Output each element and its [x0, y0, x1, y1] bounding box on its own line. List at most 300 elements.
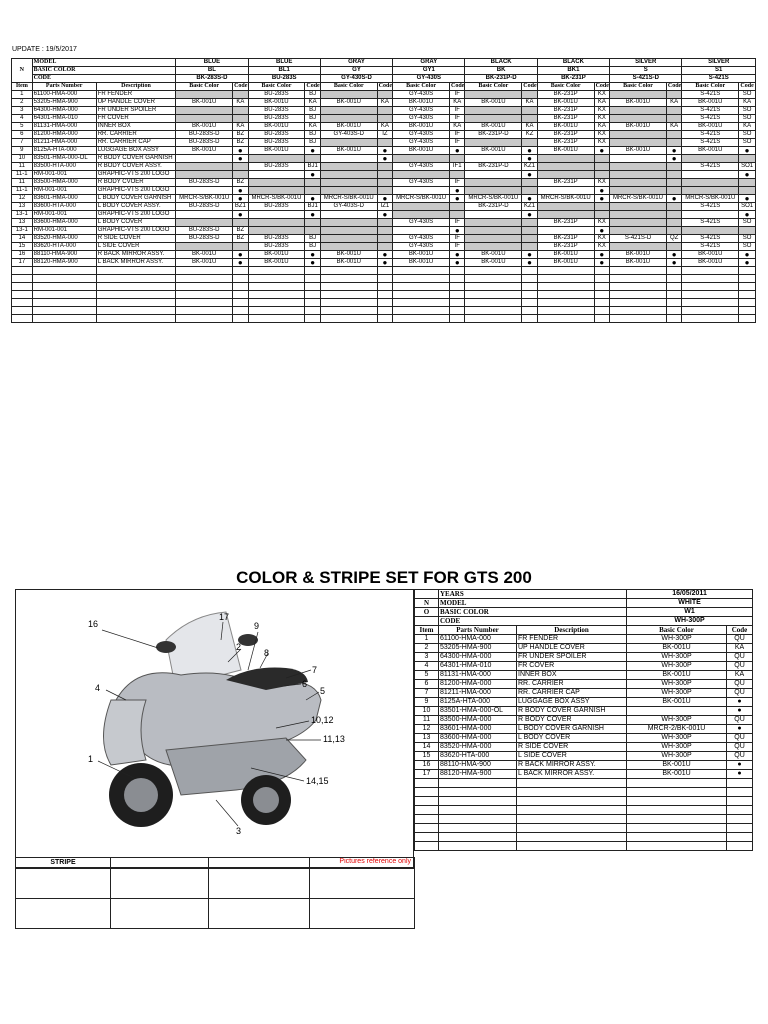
empty-cell	[627, 797, 727, 806]
empty-cell	[727, 788, 753, 797]
empty-cell	[522, 291, 537, 299]
empty-cell	[522, 267, 537, 275]
part-number: RM-001-001	[32, 211, 96, 219]
empty-row	[12, 299, 756, 307]
empty-cell	[439, 815, 517, 824]
table-row	[12, 123, 756, 131]
basic-color-cell: S-421S	[682, 115, 739, 123]
basic-color-cell: GY-430S	[393, 235, 450, 243]
basic-color-cell: BK-001U	[393, 251, 450, 259]
code-cell: IF	[449, 107, 465, 115]
code-cell: SO1	[739, 203, 756, 211]
empty-cell	[610, 315, 667, 323]
basic-color-cell	[610, 91, 667, 99]
basic-color-cell	[465, 179, 522, 187]
item-number: 15	[12, 243, 33, 251]
description: LUGGAGE BOX ASSY	[96, 147, 176, 155]
header-value: 16/05/2011	[627, 590, 753, 599]
empty-cell	[739, 315, 756, 323]
part-number: 81200-HMA-000	[32, 131, 96, 139]
code-cell	[305, 219, 320, 227]
empty-row	[12, 307, 756, 315]
empty-row	[415, 842, 753, 851]
part-number: 61100-HMA-000	[439, 635, 517, 644]
description: R BODY CVOER	[96, 179, 176, 187]
basic-color-cell	[537, 187, 594, 195]
empty-cell	[393, 291, 450, 299]
code-cell: ●	[449, 195, 465, 203]
part-number: 81200-HMA-000	[439, 680, 517, 689]
basic-color-cell	[248, 219, 305, 227]
code-cell	[522, 227, 537, 235]
update-date: UPDATE : 19/5/2017	[12, 46, 77, 53]
part-number: 81131-HMA-000	[439, 671, 517, 680]
table-row	[12, 107, 756, 115]
model-code: S-421S-D	[610, 75, 682, 83]
basic-color-cell	[537, 227, 594, 235]
code-cell: ●	[233, 195, 248, 203]
code-cell: QU	[727, 653, 753, 662]
empty-cell	[465, 291, 522, 299]
empty-cell	[320, 275, 377, 283]
basic-color-cell: BK-001U	[465, 251, 522, 259]
callout-8: 8	[264, 648, 270, 658]
basic-color-cell	[320, 139, 377, 147]
empty-row	[12, 291, 756, 299]
code-cell	[377, 179, 393, 187]
stripe-label: STRIPE	[16, 858, 111, 869]
model-basic: BL1	[248, 67, 320, 75]
item-number: 6	[12, 131, 33, 139]
basic-color-header: Basic Color	[627, 626, 727, 635]
code-cell: ●	[233, 155, 248, 163]
description: L BODY COVER GARNISH	[517, 725, 627, 734]
basic-color-cell	[610, 179, 667, 187]
basic-color-cell: BK-001U	[320, 251, 377, 259]
basic-color-cell: BK-001U	[176, 251, 233, 259]
table-row	[12, 91, 756, 99]
code-cell: ●	[377, 259, 393, 267]
item-header: Item	[12, 83, 33, 91]
basic-color-cell: BU-283S-D	[176, 235, 233, 243]
no-label: O	[415, 608, 439, 617]
part-number: 81131-HMA-000	[32, 123, 96, 131]
description: FR FENDER	[96, 91, 176, 99]
page-title: COLOR & STRIPE SET FOR GTS 200	[236, 568, 532, 587]
basic-color-cell: MRCR-S/BK-001U	[248, 195, 305, 203]
item-number: 14	[12, 235, 33, 243]
basic-color-cell: BK-001U	[176, 123, 233, 131]
basic-color-cell: BK-231P	[537, 235, 594, 243]
callout-17: 17	[219, 612, 230, 622]
basic-color-cell: BU-283S	[248, 131, 305, 139]
empty-cell	[594, 275, 609, 283]
basic-color-cell: BU-283S-D	[176, 139, 233, 147]
description: L BODY COVER	[517, 734, 627, 743]
part-number: 83600-HTA-000	[32, 203, 96, 211]
table-row	[415, 653, 753, 662]
basic-color-cell: GY-430S	[393, 139, 450, 147]
code-cell: KX	[594, 107, 609, 115]
code-cell: ●	[233, 147, 248, 155]
empty-row	[12, 267, 756, 275]
code-cell: ●	[522, 155, 537, 163]
code-cell: ●	[522, 251, 537, 259]
empty-cell	[610, 267, 667, 275]
empty-cell	[610, 283, 667, 291]
item-number: 1	[12, 91, 33, 99]
description: UP HANDLE COVER	[96, 99, 176, 107]
code-cell: IF	[449, 139, 465, 147]
empty-cell	[666, 267, 682, 275]
empty-cell	[393, 315, 450, 323]
code-cell: KA	[666, 99, 682, 107]
basic-color-cell	[610, 171, 667, 179]
empty-cell	[96, 275, 176, 283]
item-number: 11	[12, 179, 33, 187]
code-cell: ●	[449, 147, 465, 155]
code-cell	[305, 155, 320, 163]
model-code: GY-430S-D	[320, 75, 392, 83]
scooter-illustration	[16, 590, 415, 869]
empty-row	[415, 806, 753, 815]
basic-color-cell	[320, 219, 377, 227]
empty-cell	[517, 797, 627, 806]
part-number: 88120-HMA-900	[32, 259, 96, 267]
code-cell: QU	[727, 689, 753, 698]
basic-color-cell: BK-001U	[320, 99, 377, 107]
description: R BODY COVER GARNISH	[517, 707, 627, 716]
code-cell	[377, 91, 393, 99]
basic-color-cell: S-421S-D	[610, 235, 667, 243]
empty-cell	[727, 815, 753, 824]
table-row	[12, 155, 756, 163]
code-cell: ●	[666, 147, 682, 155]
code-cell	[522, 243, 537, 251]
table-row	[415, 707, 753, 716]
item-number: 3	[415, 653, 439, 662]
empty-cell	[537, 299, 594, 307]
empty-cell	[449, 275, 465, 283]
code-header: Code	[306, 83, 320, 89]
empty-cell	[739, 275, 756, 283]
code-cell	[666, 179, 682, 187]
basic-color-cell	[610, 115, 667, 123]
callout-2: 2	[236, 642, 242, 652]
code-cell: ●	[305, 251, 320, 259]
basic-color-cell	[176, 187, 233, 195]
empty-cell	[537, 291, 594, 299]
part-number: 8125A-HTA-000	[32, 147, 96, 155]
item-number: 3	[12, 107, 33, 115]
code-cell: KA	[377, 99, 393, 107]
code-cell	[233, 115, 248, 123]
table-row	[415, 743, 753, 752]
basic-color-header: Basic Color	[537, 83, 594, 91]
description: INNER BOX	[517, 671, 627, 680]
basic-color-cell: BK-231P	[537, 139, 594, 147]
part-number: 88110-HMA-900	[439, 761, 517, 770]
empty-cell	[415, 824, 439, 833]
item-number: 4	[12, 115, 33, 123]
empty-cell	[465, 283, 522, 291]
basic-color-cell: BK-231P	[537, 91, 594, 99]
empty-cell	[594, 283, 609, 291]
basic-color-cell: BU-283S-D	[176, 203, 233, 211]
code-cell: ●	[522, 259, 537, 267]
empty-cell	[727, 806, 753, 815]
callout-1: 1	[88, 754, 94, 764]
part-number: 64300-HMA-000	[32, 107, 96, 115]
code-cell: ●	[739, 147, 756, 155]
basic-color-cell	[682, 155, 739, 163]
basic-color-cell	[176, 243, 233, 251]
code-cell: SO	[739, 243, 756, 251]
description: RR. CARRIER CAP	[517, 689, 627, 698]
basic-color-cell	[320, 171, 377, 179]
model-model: GRAY	[320, 59, 392, 67]
basic-color-cell	[320, 155, 377, 163]
code-cell: ●	[727, 725, 753, 734]
part-number: 83501-HMA-000-OL	[32, 155, 96, 163]
code-cell: KX	[594, 131, 609, 139]
code-cell: ●	[727, 707, 753, 716]
empty-cell	[393, 299, 450, 307]
code-cell	[233, 243, 248, 251]
empty-cell	[449, 307, 465, 315]
empty-cell	[739, 291, 756, 299]
basic-color-cell	[610, 227, 667, 235]
empty-cell	[377, 307, 393, 315]
table-row	[415, 716, 753, 725]
code-cell: SO	[739, 115, 756, 123]
empty-cell	[627, 788, 727, 797]
part-header: Parts Number	[439, 626, 517, 635]
basic-color-cell: BK-001U	[682, 147, 739, 155]
basic-color-cell: BK-001U	[537, 147, 594, 155]
code-cell: SO	[739, 131, 756, 139]
item-number: 10	[415, 707, 439, 716]
code-cell	[377, 163, 393, 171]
empty-cell	[233, 275, 248, 283]
table-row	[12, 259, 756, 267]
code-cell: KX	[594, 179, 609, 187]
basic-color-cell: BU-283S-D	[176, 227, 233, 235]
header-row	[415, 617, 753, 626]
part-header: Parts Number	[32, 83, 96, 91]
basic-color-cell: S-421S	[682, 219, 739, 227]
code-cell	[377, 171, 393, 179]
empty-cell	[682, 299, 739, 307]
basic-color-cell: BK-001U	[610, 147, 667, 155]
empty-cell	[449, 299, 465, 307]
model-basic: GY1	[393, 67, 465, 75]
basic-color-header: Basic Color	[610, 83, 667, 91]
basic-color-cell	[610, 163, 667, 171]
code-cell: KA	[449, 123, 465, 131]
code-cell	[666, 187, 682, 195]
code-cell: BZ	[233, 179, 248, 187]
code-cell: ●	[449, 187, 465, 195]
model-basic: S1	[682, 67, 756, 75]
basic-color-cell	[320, 227, 377, 235]
code-cell	[594, 155, 609, 163]
basic-color-cell	[465, 107, 522, 115]
code-cell: ●	[666, 155, 682, 163]
callout-3: 3	[236, 826, 242, 836]
basic-color-cell: GY-430S	[393, 219, 450, 227]
code-cell: ●	[594, 259, 609, 267]
table-row	[12, 115, 756, 123]
empty-cell	[233, 315, 248, 323]
item-number: 13	[12, 219, 33, 227]
empty-cell	[439, 824, 517, 833]
basic-color-cell	[248, 227, 305, 235]
code-cell: ●	[377, 195, 393, 203]
basic-color-cell: BK-001U	[176, 147, 233, 155]
basic-color-cell: BK-001U	[627, 671, 727, 680]
code-cell	[233, 219, 248, 227]
model-model: BLACK	[465, 59, 537, 67]
item-number: 11-1	[12, 171, 33, 179]
empty-cell	[594, 307, 609, 315]
callout-16: 16	[88, 619, 99, 629]
basic-color-cell: GY-430S	[393, 179, 450, 187]
empty-cell	[415, 788, 439, 797]
code-header: Code	[595, 83, 609, 89]
code-cell	[666, 243, 682, 251]
basic-color-cell: GY-430S	[393, 91, 450, 99]
empty-row	[12, 283, 756, 291]
code-cell: BJ	[305, 115, 320, 123]
description: FR COVER	[517, 662, 627, 671]
empty-cell	[627, 824, 727, 833]
code-cell	[377, 187, 393, 195]
item-number: 14	[415, 743, 439, 752]
row-label: MODEL	[32, 59, 176, 67]
code-cell	[739, 179, 756, 187]
empty-cell	[393, 267, 450, 275]
code-cell: KA	[594, 99, 609, 107]
empty-cell	[320, 291, 377, 299]
empty-cell	[517, 779, 627, 788]
description: RR. CARRIER CAP	[96, 139, 176, 147]
item-number: 12	[415, 725, 439, 734]
table-row	[415, 635, 753, 644]
table-row	[415, 752, 753, 761]
part-number: 61100-HMA-000	[32, 91, 96, 99]
code-cell	[522, 115, 537, 123]
empty-cell	[666, 275, 682, 283]
code-cell	[233, 107, 248, 115]
code-cell: KA	[305, 123, 320, 131]
empty-cell	[627, 806, 727, 815]
basic-color-cell: BK-001U	[537, 99, 594, 107]
no-label-blank	[415, 617, 439, 626]
basic-color-header: Basic Color	[176, 83, 233, 91]
basic-color-cell: BK-001U	[537, 123, 594, 131]
empty-cell	[377, 267, 393, 275]
empty-cell	[415, 806, 439, 815]
empty-cell	[517, 842, 627, 851]
code-cell	[449, 155, 465, 163]
basic-color-cell: BK-231P	[537, 179, 594, 187]
empty-cell	[439, 797, 517, 806]
empty-cell	[12, 283, 33, 291]
basic-color-cell: BK-001U	[320, 147, 377, 155]
basic-color-cell: BK-001U	[248, 123, 305, 131]
table-row	[12, 235, 756, 243]
description: LUGGAGE BOX ASSY	[517, 698, 627, 707]
empty-cell	[96, 267, 176, 275]
code-cell	[377, 219, 393, 227]
basic-color-header: Basic Color	[465, 83, 522, 91]
code-cell: ●	[305, 171, 320, 179]
basic-color-cell	[465, 227, 522, 235]
code-cell	[666, 219, 682, 227]
basic-color-cell	[465, 187, 522, 195]
basic-color-cell: BK-001U	[393, 123, 450, 131]
table-row	[12, 251, 756, 259]
part-number: 53205-HMA-900	[32, 99, 96, 107]
empty-cell	[537, 267, 594, 275]
table-row	[415, 662, 753, 671]
code-header: Code	[378, 83, 393, 89]
model-basic: BK1	[537, 67, 609, 75]
code-cell	[666, 203, 682, 211]
description: RR. CARRIER	[517, 680, 627, 689]
callout-9: 9	[254, 621, 260, 631]
basic-color-cell	[320, 243, 377, 251]
description: GRAPHIC-VTS 200 LOGO	[96, 171, 176, 179]
code-cell: ●	[739, 259, 756, 267]
basic-color-cell: BK-231P-D	[465, 131, 522, 139]
basic-color-cell	[320, 163, 377, 171]
code-header: Code	[234, 83, 248, 89]
empty-cell	[377, 283, 393, 291]
code-cell: QU	[727, 716, 753, 725]
code-cell: QU	[727, 752, 753, 761]
basic-color-cell	[610, 243, 667, 251]
basic-color-cell: BK-001U	[610, 259, 667, 267]
code-cell: ●	[449, 251, 465, 259]
empty-cell	[415, 842, 439, 851]
table-row	[12, 163, 756, 171]
code-cell	[666, 163, 682, 171]
code-cell: ●	[377, 147, 393, 155]
basic-color-cell: BK-001U	[682, 99, 739, 107]
empty-cell	[176, 275, 233, 283]
code-cell: ●	[727, 770, 753, 779]
description: R SIDE COVER	[96, 235, 176, 243]
empty-cell	[682, 291, 739, 299]
code-cell	[377, 139, 393, 147]
code-cell: BJ	[305, 131, 320, 139]
basic-color-cell	[248, 187, 305, 195]
part-number: 81211-HMA-000	[439, 689, 517, 698]
empty-cell	[12, 291, 33, 299]
code-cell: ●	[727, 698, 753, 707]
empty-cell	[12, 275, 33, 283]
description: R BODY COVER ASSY.	[96, 163, 176, 171]
code-cell	[233, 91, 248, 99]
table-row	[12, 131, 756, 139]
model-model: BLACK	[537, 59, 609, 67]
basic-color-cell	[393, 171, 450, 179]
empty-cell	[517, 788, 627, 797]
basic-color-cell	[682, 227, 739, 235]
code-cell: BJ1	[305, 163, 320, 171]
